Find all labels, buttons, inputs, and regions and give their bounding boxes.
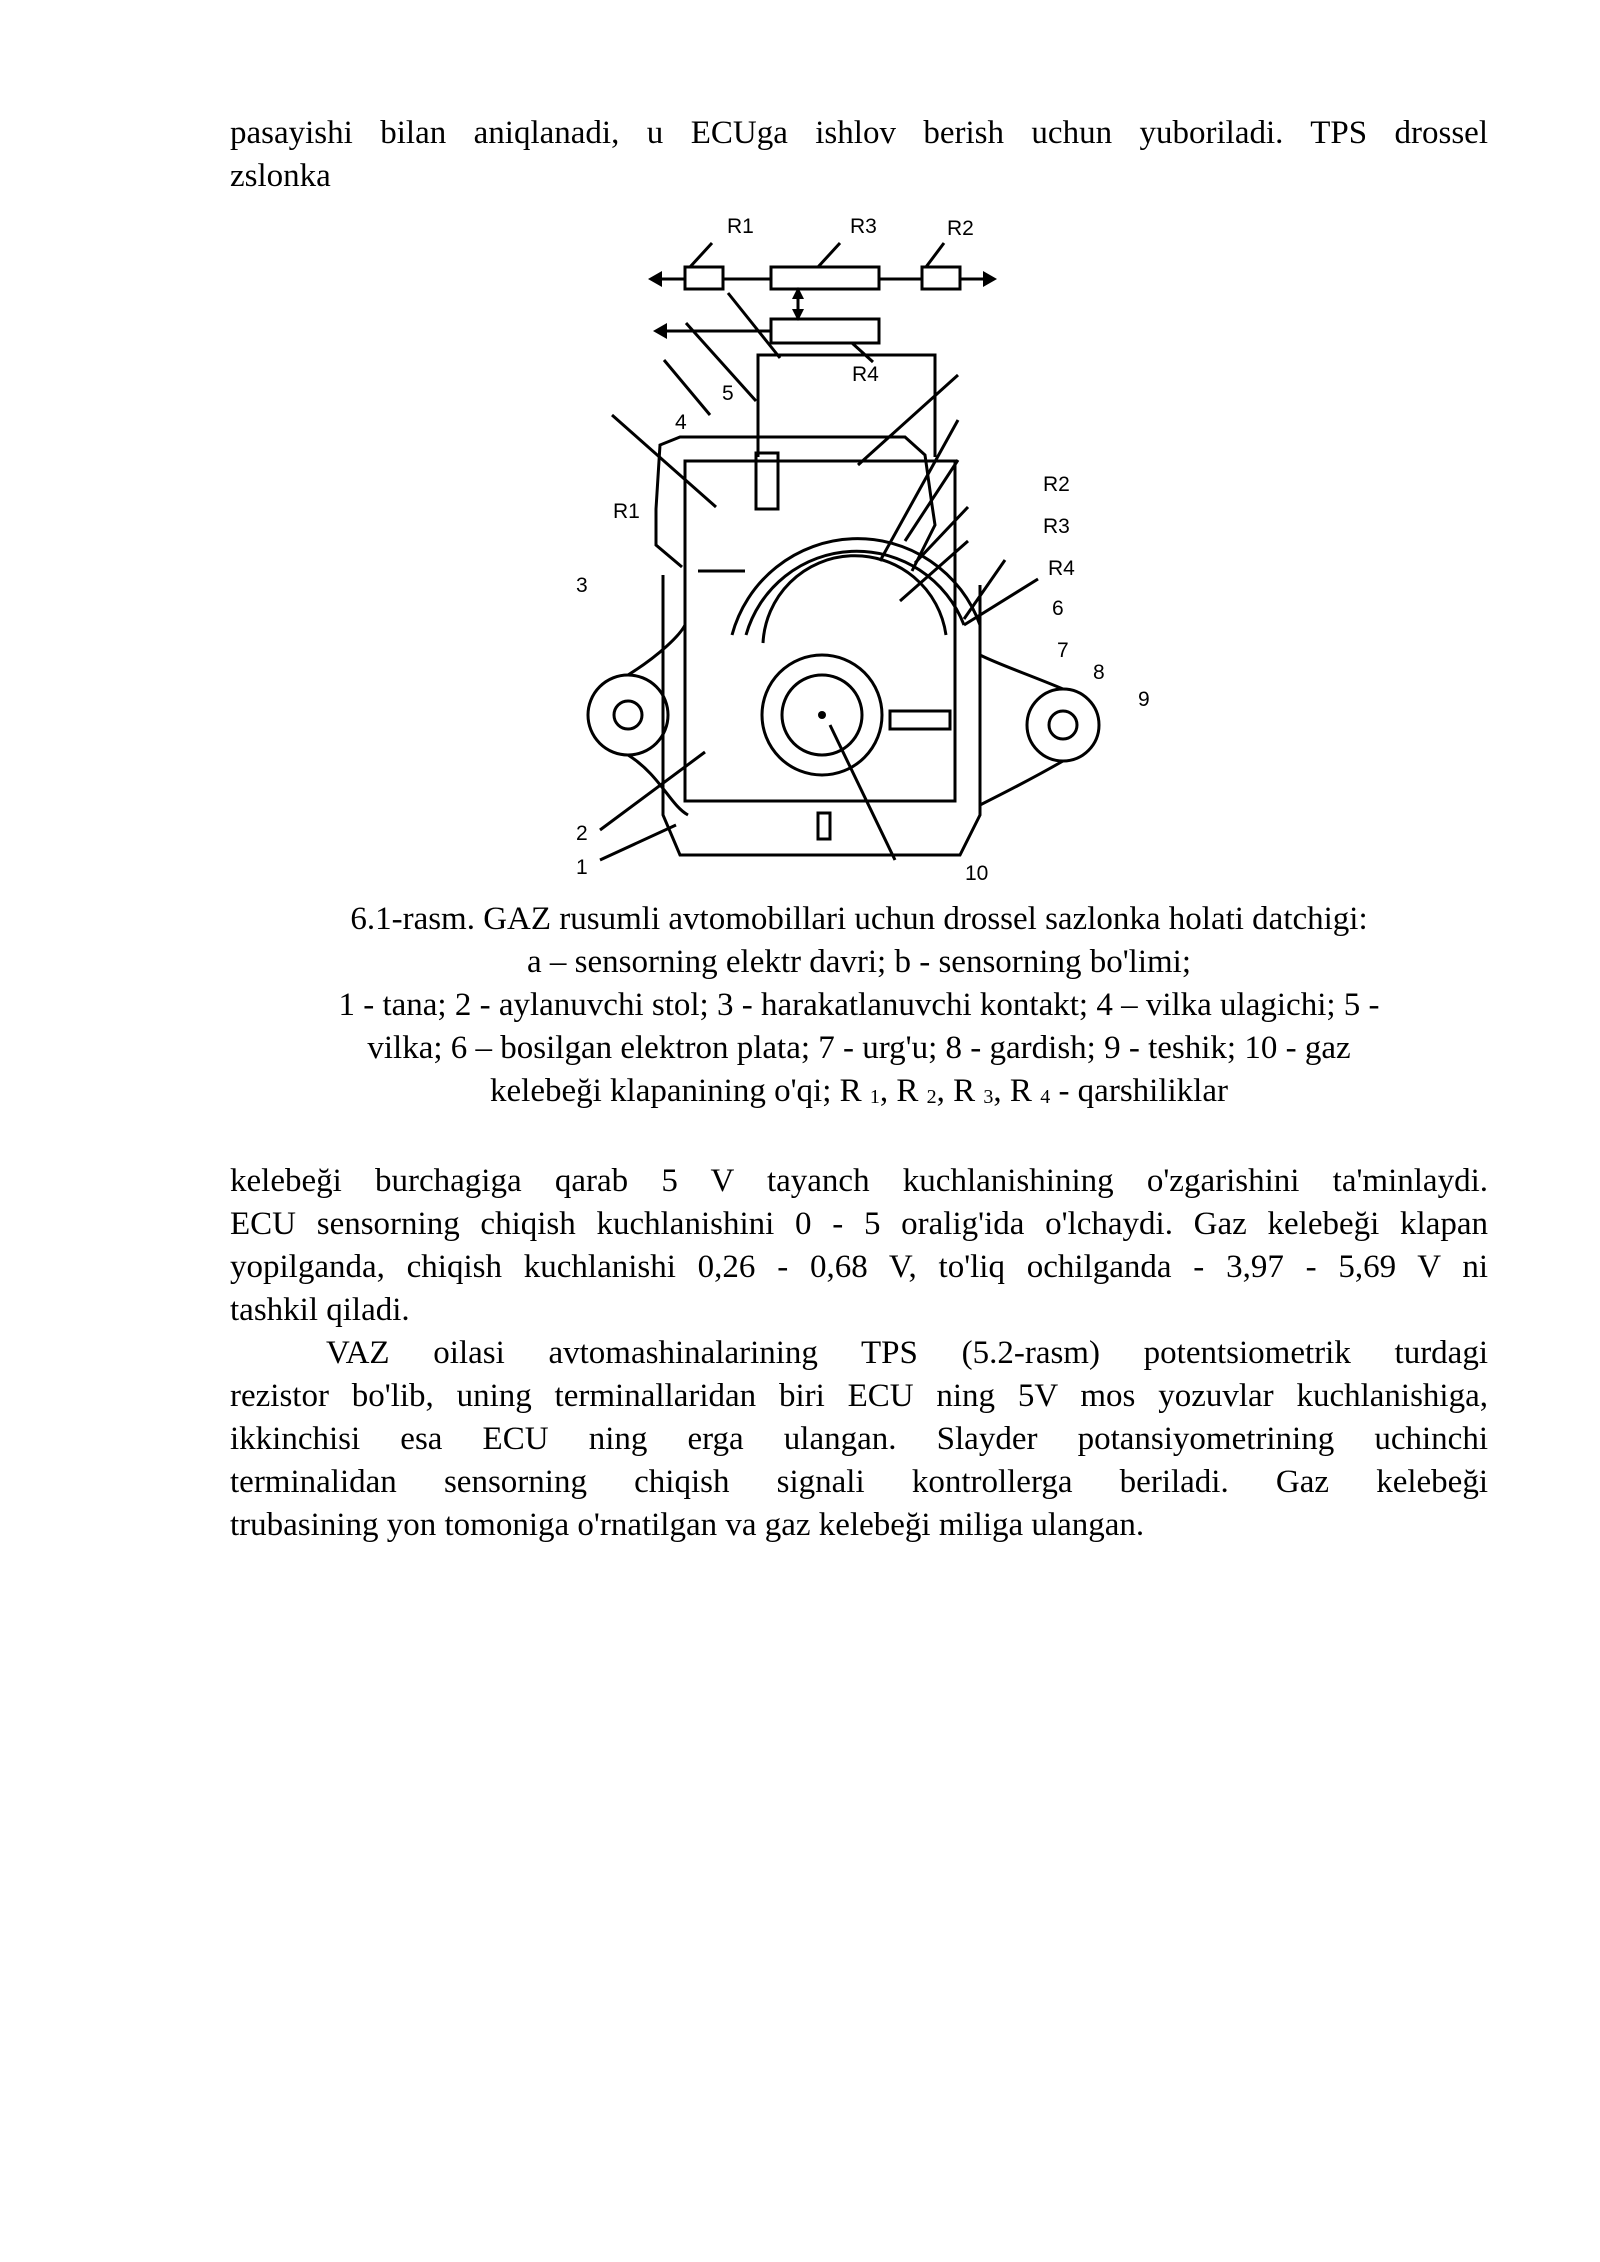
figure-caption (230, 898, 1488, 1119)
circuit-label: R2 (947, 217, 974, 240)
text-line: ikkinchisi esa ECU ning erga ulangan. Slayder potansiyometrining uchinchi (230, 1421, 1488, 1457)
caption-text: , R (879, 1073, 919, 1109)
part-label: 9 (1138, 688, 1150, 711)
part-label: 1 (576, 856, 588, 879)
caption-subscript: 1 (869, 1086, 880, 1108)
caption-text: kelebeği klapanining o'qi; R (490, 1073, 862, 1109)
circuit-label: R3 (850, 215, 877, 238)
paragraph-bottom (230, 1332, 1488, 1547)
circuit-label: R4 (852, 363, 879, 386)
text-line: VAZ oilasi avtomashinalarining TPS (5.2-rasm) potentsiometrik turdagi (326, 1335, 1488, 1371)
part-label: 7 (1057, 639, 1069, 662)
text-line: yopilganda, chiqish kuchlanishi 0,26 - 0,68 V, to'liq ochilganda - 3,97 - 5,69 V ni (230, 1249, 1488, 1285)
part-label: 5 (722, 382, 734, 405)
part-label: 4 (675, 411, 687, 434)
text-line: kelebeği burchagiga qarab 5 V tayanch kuchlanishining o'zgarishini ta'minlaydi. (230, 1163, 1488, 1199)
part-label: 3 (576, 574, 588, 597)
caption-line: a – sensorning elektr davri; b - sensorning bo'limi; (527, 944, 1191, 980)
text-line: zslonka (230, 158, 331, 194)
text-line: terminalidan sensorning chiqish signali kontrollerga beriladi. Gaz kelebeği (230, 1464, 1488, 1500)
caption-subscript: 2 (926, 1086, 937, 1108)
sensor-figure (560, 205, 1180, 900)
circuit-label: R1 (727, 215, 754, 238)
text-line: pasayishi bilan aniqlanadi, u ECUga ishlov berish uchun yuboriladi. TPS drossel (230, 115, 1488, 151)
caption-subscript: 3 (983, 1086, 994, 1108)
text-line: rezistor bo'lib, uning terminallaridan biri ECU ning 5V mos yozuvlar kuchlanishiga, (230, 1378, 1488, 1414)
caption-line: 1 - tana; 2 - aylanuvchi stol; 3 - harakatlanuvchi kontakt; 4 – vilka ulagichi; 5 - (338, 987, 1380, 1023)
caption-text: , R (993, 1073, 1032, 1109)
paragraph-middle (230, 1160, 1488, 1332)
caption-line: 6.1-rasm. GAZ rusumli avtomobillari uchun drossel sazlonka holati datchigi: (350, 901, 1368, 937)
part-label: 6 (1052, 597, 1064, 620)
caption-text: - qarshiliklar (1058, 1073, 1228, 1109)
caption-line (230, 1070, 1488, 1119)
text-line: trubasining yon tomoniga o'rnatilgan va gaz kelebeği miliga ulangan. (230, 1507, 1145, 1543)
part-label: R4 (1048, 557, 1075, 580)
part-label: R3 (1043, 515, 1070, 538)
part-label: 8 (1093, 661, 1105, 684)
part-label: R2 (1043, 473, 1070, 496)
caption-line: vilka; 6 – bosilgan elektron plata; 7 - urg'u; 8 - gardish; 9 - teshik; 10 - gaz (367, 1030, 1351, 1066)
paragraph-top (230, 112, 1488, 198)
part-label: R1 (613, 500, 640, 523)
text-line: ECU sensorning chiqish kuchlanishini 0 - 5 oralig'ida o'lchaydi. Gaz kelebeği klapan (230, 1206, 1488, 1242)
part-label: 10 (965, 862, 989, 885)
caption-subscript: 4 (1040, 1086, 1051, 1108)
caption-text: , R (936, 1073, 976, 1109)
text-line: tashkil qiladi. (230, 1292, 410, 1328)
part-label: 2 (576, 822, 588, 845)
